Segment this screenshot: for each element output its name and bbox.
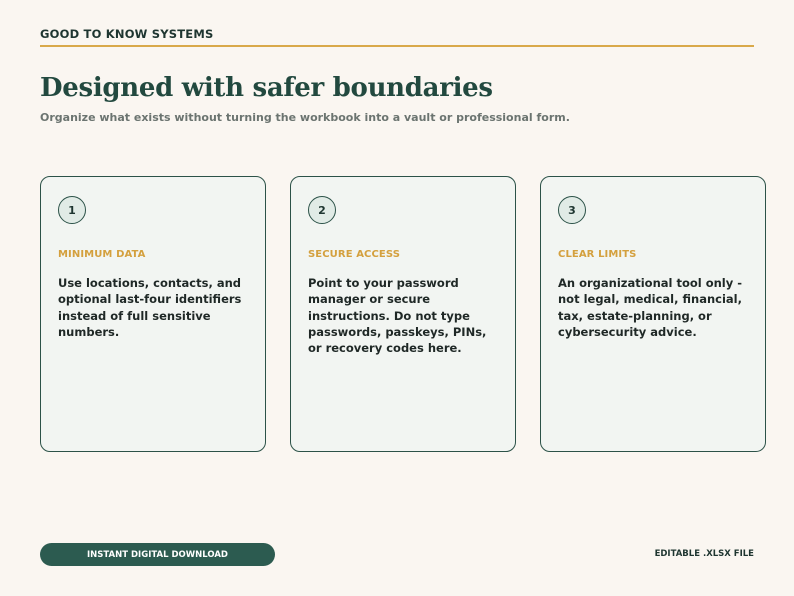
header-divider — [40, 45, 754, 47]
card-number-badge: 2 — [308, 196, 336, 224]
card-body: Use locations, contacts, and optional last-four identifiers instead of full sensitive numbers. — [58, 276, 242, 339]
card-body: Point to your password manager or secure instructions. Do not type passwords, passkeys, PINs, or recovery codes here. — [308, 276, 487, 356]
card-number-badge: 3 — [558, 196, 586, 224]
card-number-badge: 1 — [58, 196, 86, 224]
card-minimum-data — [40, 176, 266, 452]
card-secure-access — [290, 176, 516, 452]
brand-name: GOOD TO KNOW SYSTEMS — [40, 27, 214, 41]
card-label: SECURE ACCESS — [308, 249, 401, 260]
instant-download-button[interactable]: INSTANT DIGITAL DOWNLOAD — [40, 543, 275, 566]
page-subtitle: Organize what exists without turning the workbook into a vault or professional form. — [40, 111, 570, 124]
file-type-label: EDITABLE .XLSX FILE — [654, 549, 754, 559]
card-label: MINIMUM DATA — [58, 249, 146, 260]
page-title: Designed with safer boundaries — [40, 73, 493, 103]
card-body: An organizational tool only - not legal, medical, financial, tax, estate-planning, or cybersecurity advice. — [558, 276, 743, 339]
card-label: CLEAR LIMITS — [558, 249, 637, 260]
card-clear-limits — [540, 176, 766, 452]
